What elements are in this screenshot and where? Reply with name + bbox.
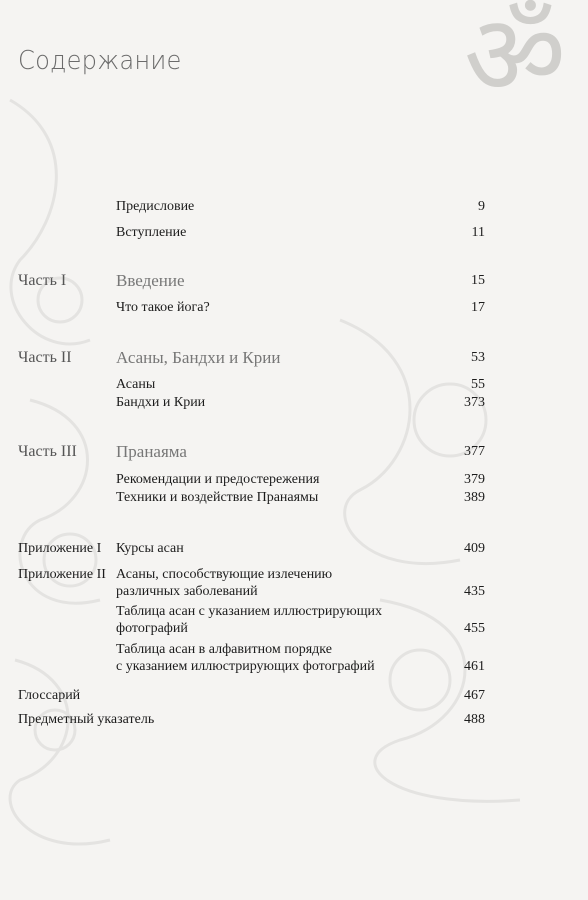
toc-page-number: 488 [464, 712, 485, 727]
toc-page-number: 389 [464, 490, 485, 505]
toc-entry[interactable]: Что такое йога? [116, 300, 210, 315]
toc-entry[interactable]: Рекомендации и предостережения [116, 472, 320, 487]
toc-entry[interactable]: Таблица асан с указанием иллюстрирующих [116, 604, 382, 619]
part-title[interactable]: Асаны, Бандхи и Крии [116, 348, 281, 367]
part-title[interactable]: Пранаяма [116, 442, 187, 461]
toc-entry-glossary[interactable]: Глоссарий [18, 688, 81, 703]
toc-entry-introduction[interactable]: Вступление [116, 225, 187, 240]
toc-entry[interactable]: Таблица асан в алфавитном порядке [116, 642, 332, 657]
toc-page-number: 467 [464, 688, 485, 703]
toc-entry-preface[interactable]: Предисловие [116, 199, 195, 214]
toc-page-number: 435 [464, 584, 485, 599]
toc-page-number: 15 [471, 273, 485, 288]
toc-entry-cont[interactable]: с указанием иллюстрирующих фотографий [116, 659, 375, 674]
right-ornament [300, 300, 588, 820]
toc-entry-appendix[interactable]: Асаны, способствующие излечению [116, 567, 333, 582]
toc-entry[interactable]: Асаны [116, 377, 156, 392]
appendix-label: Приложение II [18, 567, 106, 582]
toc-entry-appendix[interactable]: Курсы асан [116, 541, 184, 556]
toc-page-number: 373 [464, 395, 485, 410]
toc-entry[interactable]: Техники и воздействие Пранаямы [116, 490, 319, 505]
part-label: Часть II [18, 349, 72, 366]
toc-entry-cont[interactable]: фотографий [116, 621, 188, 636]
toc-page-number: 455 [464, 621, 485, 636]
page-title: Содержание [18, 46, 182, 76]
toc-page-number: 379 [464, 472, 485, 487]
toc-page-number: 53 [471, 350, 485, 365]
part-label: Часть III [18, 443, 77, 460]
appendix-label: Приложение I [18, 541, 102, 556]
toc-page-number: 11 [471, 225, 485, 240]
part-label: Часть I [18, 272, 67, 289]
toc-entry-index[interactable]: Предметный указатель [18, 712, 155, 727]
toc-page-number: 17 [471, 300, 485, 315]
om-symbol-icon: ॐ [463, 0, 566, 121]
toc-entry[interactable]: Бандхи и Крии [116, 395, 206, 410]
toc-entry-appendix-cont[interactable]: различных заболеваний [116, 584, 258, 599]
toc-page-number: 461 [464, 659, 485, 674]
toc-page-number: 377 [464, 444, 485, 459]
part-title[interactable]: Введение [116, 271, 185, 290]
toc-page-number: 55 [471, 377, 485, 392]
toc-page-number: 9 [478, 199, 485, 214]
toc-page-number: 409 [464, 541, 485, 556]
